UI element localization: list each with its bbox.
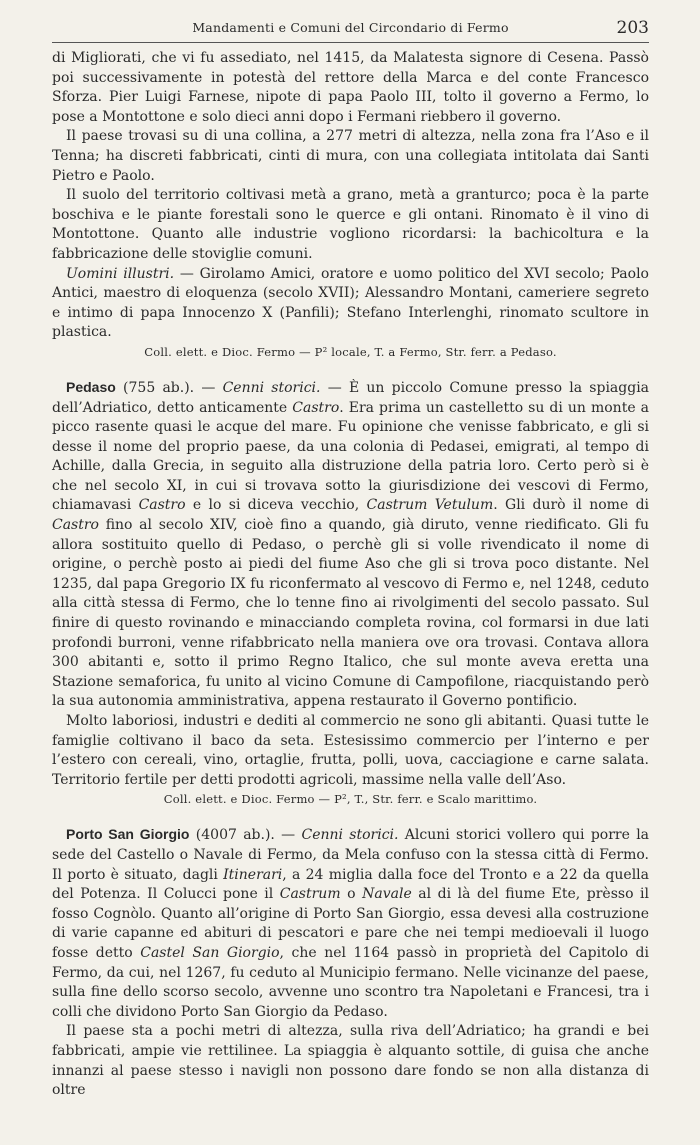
notables-text: — Girolamo Amici, oratore e uomo politico del XVI secolo; Paolo Antici, maestro di eloquenza (secolo XVII); Alessandro Montani, cameriere segreto e intimo di papa Innocenzo X (Panfili); Stefano Interlenghi, rinomato scultore in plastica. [52,265,649,341]
running-title: Mandamenti e Comuni del Circondario di Fermo [192,20,509,35]
entry-porto-san-giorgio: Porto San Giorgio (4007 ab.). — Cenni storici. Alcuni storici vollero qui porre la sede del Castello o Navale di Fermo, da Mela confuso con la stessa città di Fermo. Il porto è situato, dagli Itinerari, a 24 miglia dalla foce del Tronto e a 22 da quella del Potenza. Il Colucci pone il Castrum o Navale al di là del fiume Ete, prèsso il fosso Cognòlo. Quanto all’origine di Porto San Giorgio, essa devesi alla costruzione di varie capanne ed abituri di pescatori e pare che nei tempi medioevali il luogo fosse detto Castel San Giorgio, che nel 1164 passò in proprietà del Capitolo di Fermo, da cui, nel 1267, fu ceduto al Municipio fermano. Nelle vicinanze del paese, sulla fine dello scorso secolo, avvenne uno scontro tra Napoletani e Francesi, tra i colli che dividono Porto San Giorgio da Pedaso. [52,826,650,1020]
pedaso-admin-note: Coll. elett. e Dioc. Fermo — P², T., Str. ferr. e Scalo marittimo. [163,792,538,807]
notables-label: Uomini illustri. [66,265,175,282]
entry-pedaso: Pedaso (755 ab.). — Cenni storici. — È un piccolo Comune presso la spiaggia dell’Adriatico, detto anticamente Castro. Era prima un castelletto su di un monte a picco rasente quasi le acque del mare. Fu opinione che venisse fabbricato, e gli si desse il nome del proprio paese, da una colonia di Pedasei, emigrati, al tempo di Achille, dalla Grecia, in seguito alla distruzione della patria loro. Certo però si è che nel secolo XI, in cui si trovava sotto la giurisdizione dei vescovi di Fermo, chiamavasi Castro e lo si diceva vecchio, Castrum Vetulum. Gli durò il nome di Castro fino al secolo XIV, cioè fino a quando, già diruto, venne riedificato. Gli fu allora sostituito quello di Pedaso, o perchè gli si volle rivendicato il nome di origine, o perchè posto ai piedi del fiume Aso che gli si trova poco distante. Nel 1235, dal papa Gregorio IX fu riconfermato al vescovo di Fermo e, nel 1248, ceduto alla città stessa di Fermo, che lo tenne fino ai rivolgimenti del secolo passato. Sul finire di questo rovinando e minacciando completa rovina, col formarsi in due lati profondi burroni, venne rifabbricato nella maniera ove ora trovasi. Contava allora 300 abitanti e, sotto il primo Regno Italico, che sul monte aveva eretta una Stazione semaforica, fu unito al vicino Comune di Campofilone, riacquistando però la sua autonomia amministrativa, appena restaurato il Governo pontificio. [52,378,650,710]
paragraph-montottone-history: di Migliorati, che vi fu assediato, nel 1415, da Malatesta signore di Cesena. Passò poi successivamente in potestà del rettore della Marca e del conte Francesco Sforza. Pier Luigi Farnese, nipote di papa Paolo III, tolto il governo a Fermo, lo pose a Montottone e solo dieci anni dopo i Fermani riebbero il governo. [52,50,649,125]
paragraph-montottone-soil: Il suolo del territorio coltivasi metà a grano, metà a granturco; poca è la parte boschiva e le piante forestali sono le querce e gli ontani. Rinomato è il vino di Montottone. Quanto alle industrie vogliono ricordarsi: la bachicoltura e la fabbricazione delle stoviglie comuni. [52,187,649,262]
running-head [52,16,649,43]
entry-name-porto-san-giorgio: Porto San Giorgio [66,826,190,843]
paragraph-montottone-site: Il paese trovasi su di una collina, a 277 metri di altezza, nella zona fra l’Aso e il Tenna; ha discreti fabbricati, cinti di mura, con una collegiata intitolata dai Santi Pietro e Paolo. [52,128,649,184]
page-number: 203 [616,18,649,38]
paragraph-montottone-notables [52,265,649,343]
paragraph-pedaso-economy: Molto laboriosi, industri e dediti al commercio ne sono gli abitanti. Quasi tutte le famiglie coltivano il baco da seta. Estesissimo commercio per l’interno e per l’estero con cereali, vino, ortaglie, frutta, polli, uova, cacciagione e carne salata. Territorio fertile per detti prodotti agricoli, massime nella valle dell’Aso. [52,713,649,788]
montottone-admin-note: Coll. elett. e Dioc. Fermo — P² locale, T. a Fermo, Str. ferr. a Pedaso. [144,344,557,359]
entry-name-pedaso: Pedaso [66,378,116,395]
paragraph-porto-san-giorgio-site: Il paese sta a pochi metri di altezza, sulla riva dell’Adriatico; ha grandi e bei fabbricati, ampie vie rettilinee. La spiaggia è alquanto sottile, di guisa che anche innanzi al paese stesso i navigli non possono dare fondo se non alla distanza di oltre [52,1023,649,1099]
